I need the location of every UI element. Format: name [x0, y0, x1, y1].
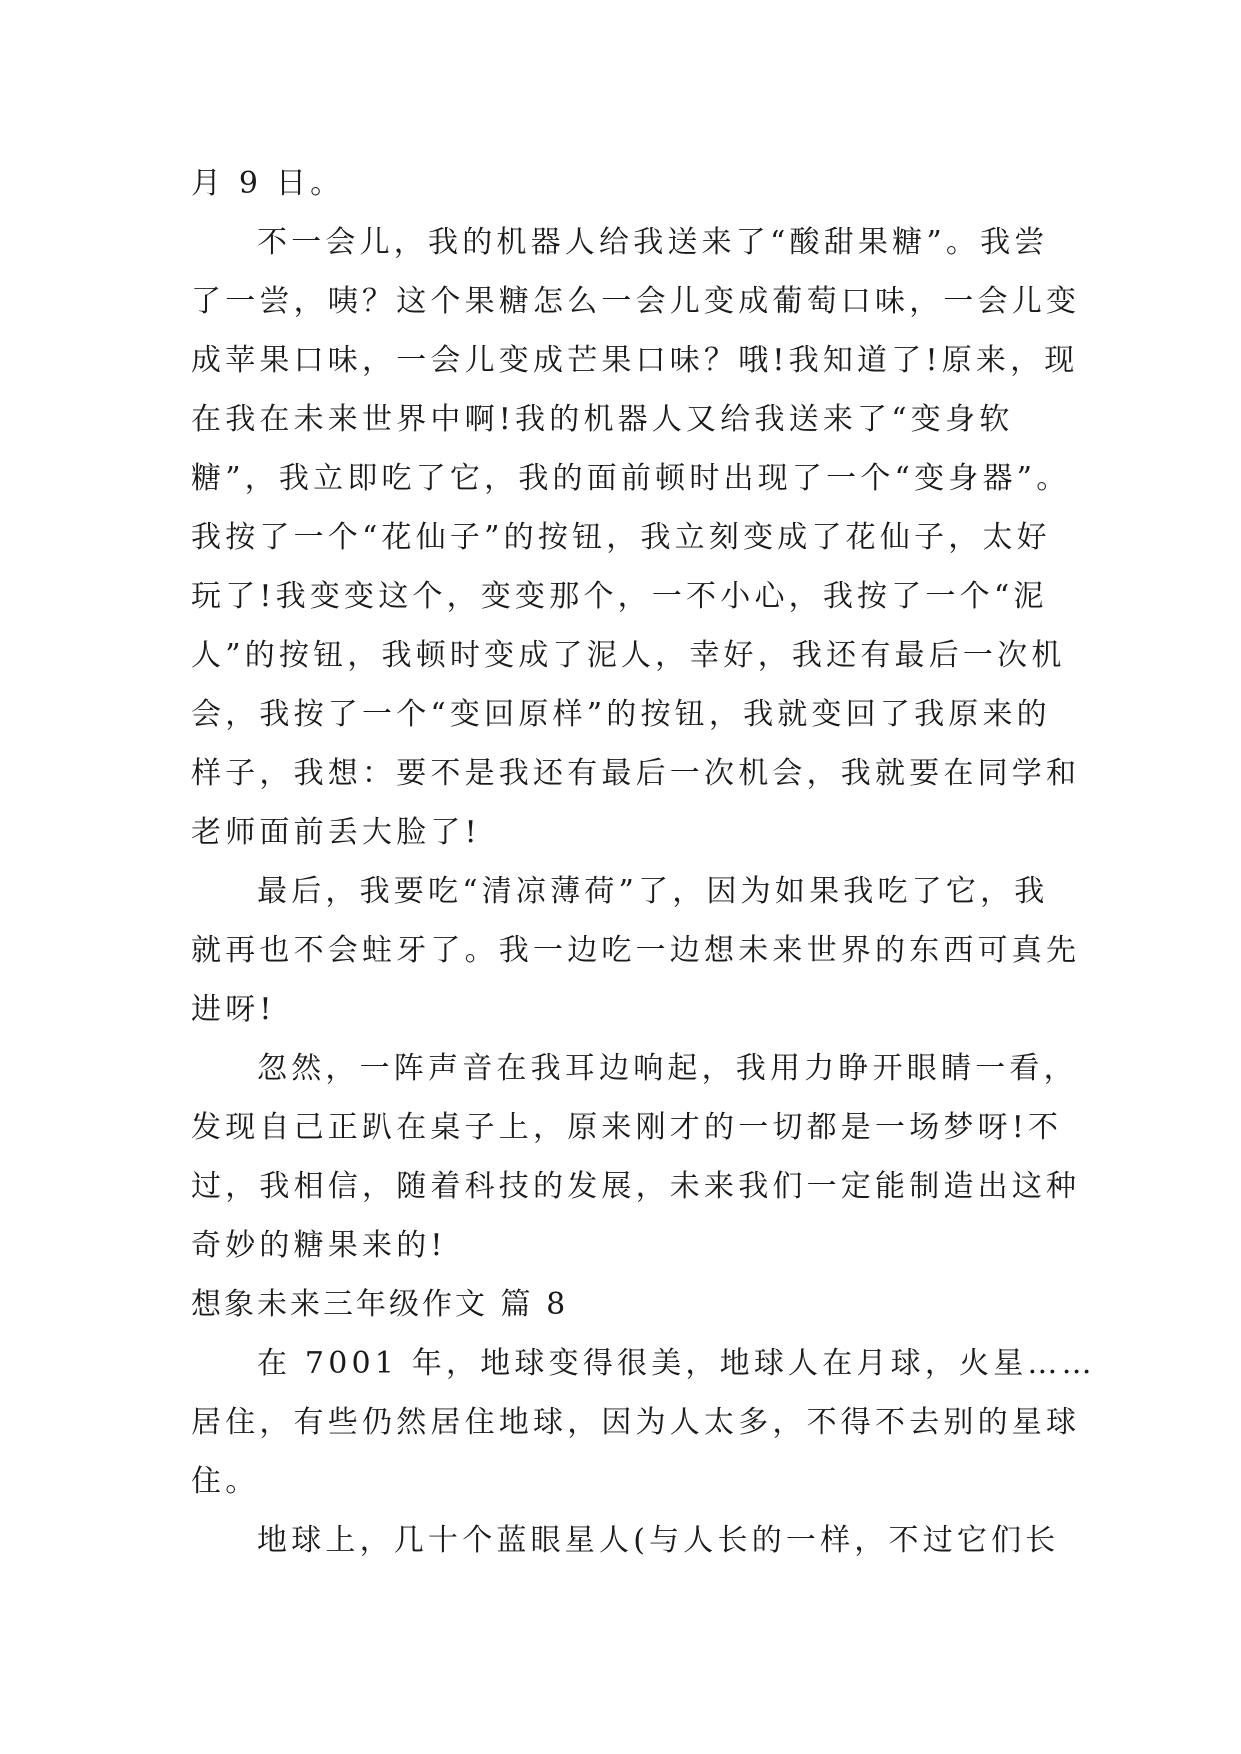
- text-line: 住。: [191, 1464, 260, 1499]
- section-heading: 想象未来三年级作文 篇 8: [191, 1287, 569, 1322]
- text-line: 居住，有些仍然居住地球，因为人太多，不得不去别的星球: [191, 1405, 1081, 1440]
- text-line: 老师面前丢大脸了!: [191, 815, 481, 850]
- text-line: 我按了一个“花仙子”的按钮，我立刻变成了花仙子，太好: [191, 520, 1051, 555]
- text-line: 人”的按钮，我顿时变成了泥人，幸好，我还有最后一次机: [191, 638, 1066, 673]
- paragraph-start: 忽然，一阵声音在我耳边响起，我用力睁开眼睛一看，: [257, 1051, 1078, 1086]
- text-line: 进呀!: [191, 992, 276, 1027]
- text-line: 在我在未来世界中啊!我的机器人又给我送来了“变身软: [191, 402, 1014, 437]
- text-line: 月 9 日。: [191, 166, 345, 201]
- text-line: 发现自己正趴在桌子上，原来刚才的一切都是一场梦呀!不: [191, 1110, 1063, 1145]
- text-line: 了一尝，咦？这个果糖怎么一会儿变成葡萄口味，一会儿变: [191, 284, 1081, 319]
- paragraph-start: 地球上，几十个蓝眼星人(与人长的一样，不过它们长: [257, 1523, 1060, 1558]
- text-line: 玩了!我变变这个，变变那个，一不小心，我按了一个“泥: [191, 579, 1048, 614]
- text-line: 就再也不会蛀牙了。我一边吃一边想未来世界的东西可真先: [191, 933, 1081, 968]
- text-line: 样子，我想：要不是我还有最后一次机会，我就要在同学和: [191, 756, 1081, 791]
- paragraph-start: 最后，我要吃“清凉薄荷”了，因为如果我吃了它，我: [257, 874, 1049, 909]
- essay-body: [191, 154, 1096, 1570]
- text-line: 过，我相信，随着科技的发展，未来我们一定能制造出这种: [191, 1169, 1081, 1204]
- text-line: 奇妙的糖果来的!: [191, 1228, 447, 1263]
- text-line: 成苹果口味，一会儿变成芒果口味？哦!我知道了!原来，现: [191, 343, 1079, 378]
- text-line: 会，我按了一个“变回原样”的按钮，我就变回了我原来的: [191, 697, 1051, 732]
- paragraph-start: 在 7001 年，地球变得很美，地球人在月球，火星……: [257, 1346, 1096, 1381]
- paragraph-start: 不一会儿，我的机器人给我送来了“酸甜果糖”。我尝: [257, 225, 1049, 260]
- text-line: 糖”，我立即吃了它，我的面前顿时出现了一个“变身器”。: [191, 461, 1071, 496]
